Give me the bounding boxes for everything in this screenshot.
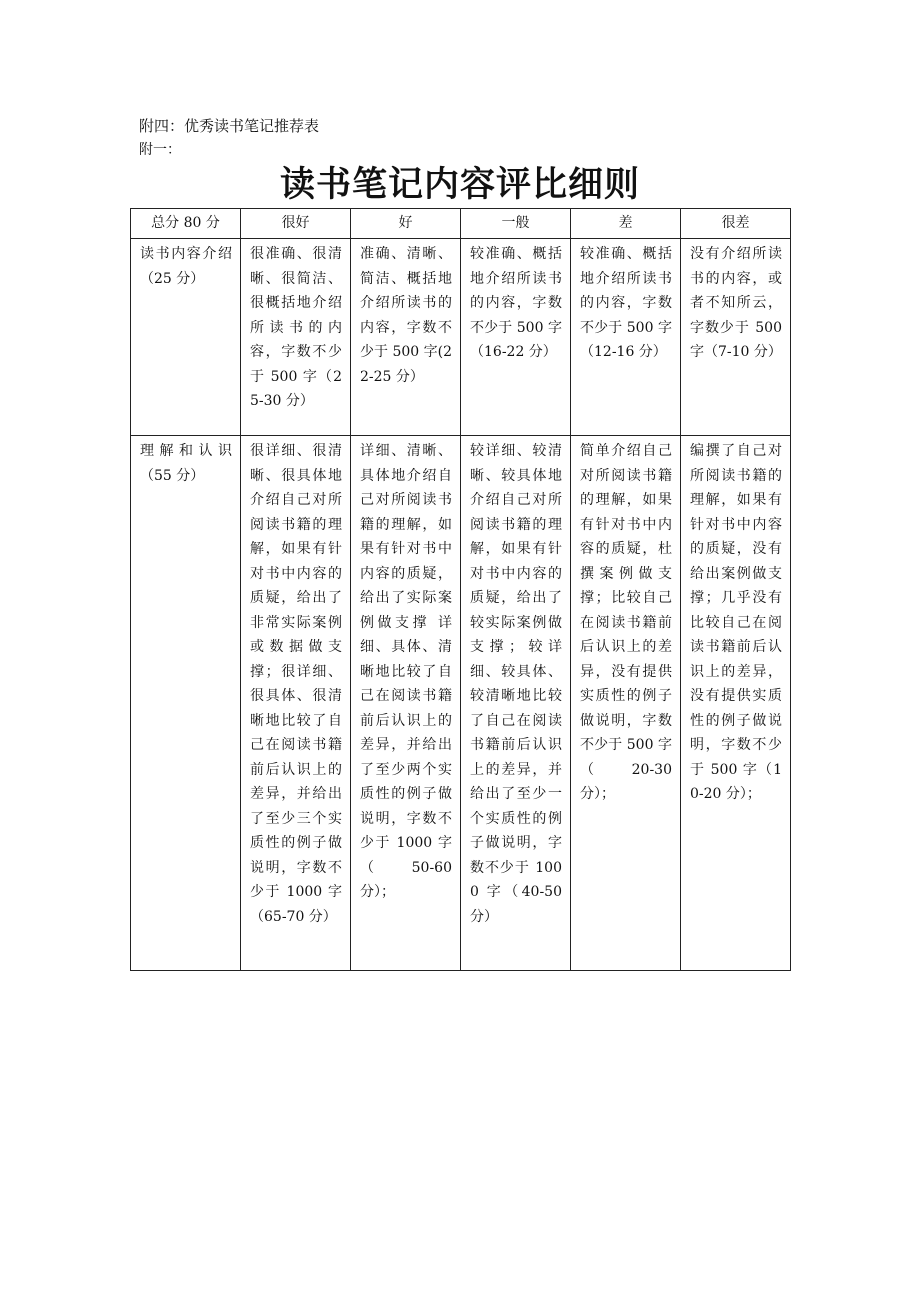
- table-cell: 很详细、很清晰、很具体地介绍自己对所阅读书籍的理解，如果有针对书中内容的质疑，给出了非常实际案例或数据做支撑；很详细、很具体、很清晰地比较了自己在阅读书籍前后认识上的差异，并给出了至少三个实质性的例子做说明，字数不少于 1000 字（65-70 分）: [241, 436, 351, 971]
- table-header-row: [131, 209, 791, 239]
- header-cell-poor: 差: [571, 209, 681, 239]
- table-cell: 准确、清晰、简洁、概括地介绍所读书的内容，字数不少于 500 字(22-25 分）: [351, 239, 461, 436]
- header-cell-excellent: 很好: [241, 209, 351, 239]
- page-title: 读书笔记内容评比细则: [279, 165, 640, 205]
- header-cell-average: 一般: [461, 209, 571, 239]
- criterion-cell: 读书内容介绍（25 分）: [131, 239, 241, 436]
- table-cell: 编撰了自己对所阅读书籍的理解，如果有针对书中内容的质疑，没有给出案例做支撑；几乎没有比较自己在阅读书籍前后认识上的差异，没有提供实质性的例子做说明，字数不少于 500 字（10-20 分）；: [681, 436, 791, 971]
- table-row: [131, 436, 791, 971]
- table-cell: 很准确、很清晰、很简洁、很概括地介绍所读书的内容，字数不少于 500 字（25-30 分）: [241, 239, 351, 436]
- rubric-table: [130, 208, 791, 971]
- header-cell-good: 好: [351, 209, 461, 239]
- table-cell: 较准确、概括地介绍所读书的内容，字数不少于 500 字（16-22 分）: [461, 239, 571, 436]
- table-cell: 较准确、概括地介绍所读书的内容，字数不少于 500 字（12-16 分）: [571, 239, 681, 436]
- appendix-subheading: 附一：: [139, 142, 181, 158]
- header-cell-total: 总分 80 分: [131, 209, 241, 239]
- table-row: [131, 239, 791, 436]
- table-cell: 较详细、较清晰、较具体地介绍自己对所阅读书籍的理解，如果有针对书中内容的质疑，给出了较实际案例做支撑；较详细、较具体、较清晰地比较了自己在阅读书籍前后认识上的差异，并给出了至少一个实质性的例子做说明，字数不少于 1000 字（40-50 分）: [461, 436, 571, 971]
- table-cell: 没有介绍所读书的内容，或者不知所云，字数少于 500 字（7-10 分）: [681, 239, 791, 436]
- header-cell-very-poor: 很差: [681, 209, 791, 239]
- appendix-heading: 附四：优秀读书笔记推荐表: [139, 117, 320, 135]
- table-cell: 简单介绍自己对所阅读书籍的理解，如果有针对书中内容的质疑，杜撰案例做支撑；比较自己在阅读书籍前后认识上的差异，没有提供实质性的例子做说明，字数不少于 500 字（20-30 分）；: [571, 436, 681, 971]
- table-cell: 详细、清晰、具体地介绍自己对所阅读书籍的理解，如果有针对书中内容的质疑，给出了实际案例做支撑 详细、具体、清晰地比较了自己在阅读书籍前后认识上的差异，并给出了至少两个实质性的例子做说明，字数不少于 1000 字（50-60 分）；: [351, 436, 461, 971]
- criterion-cell: 理解和认识（55 分）: [131, 436, 241, 971]
